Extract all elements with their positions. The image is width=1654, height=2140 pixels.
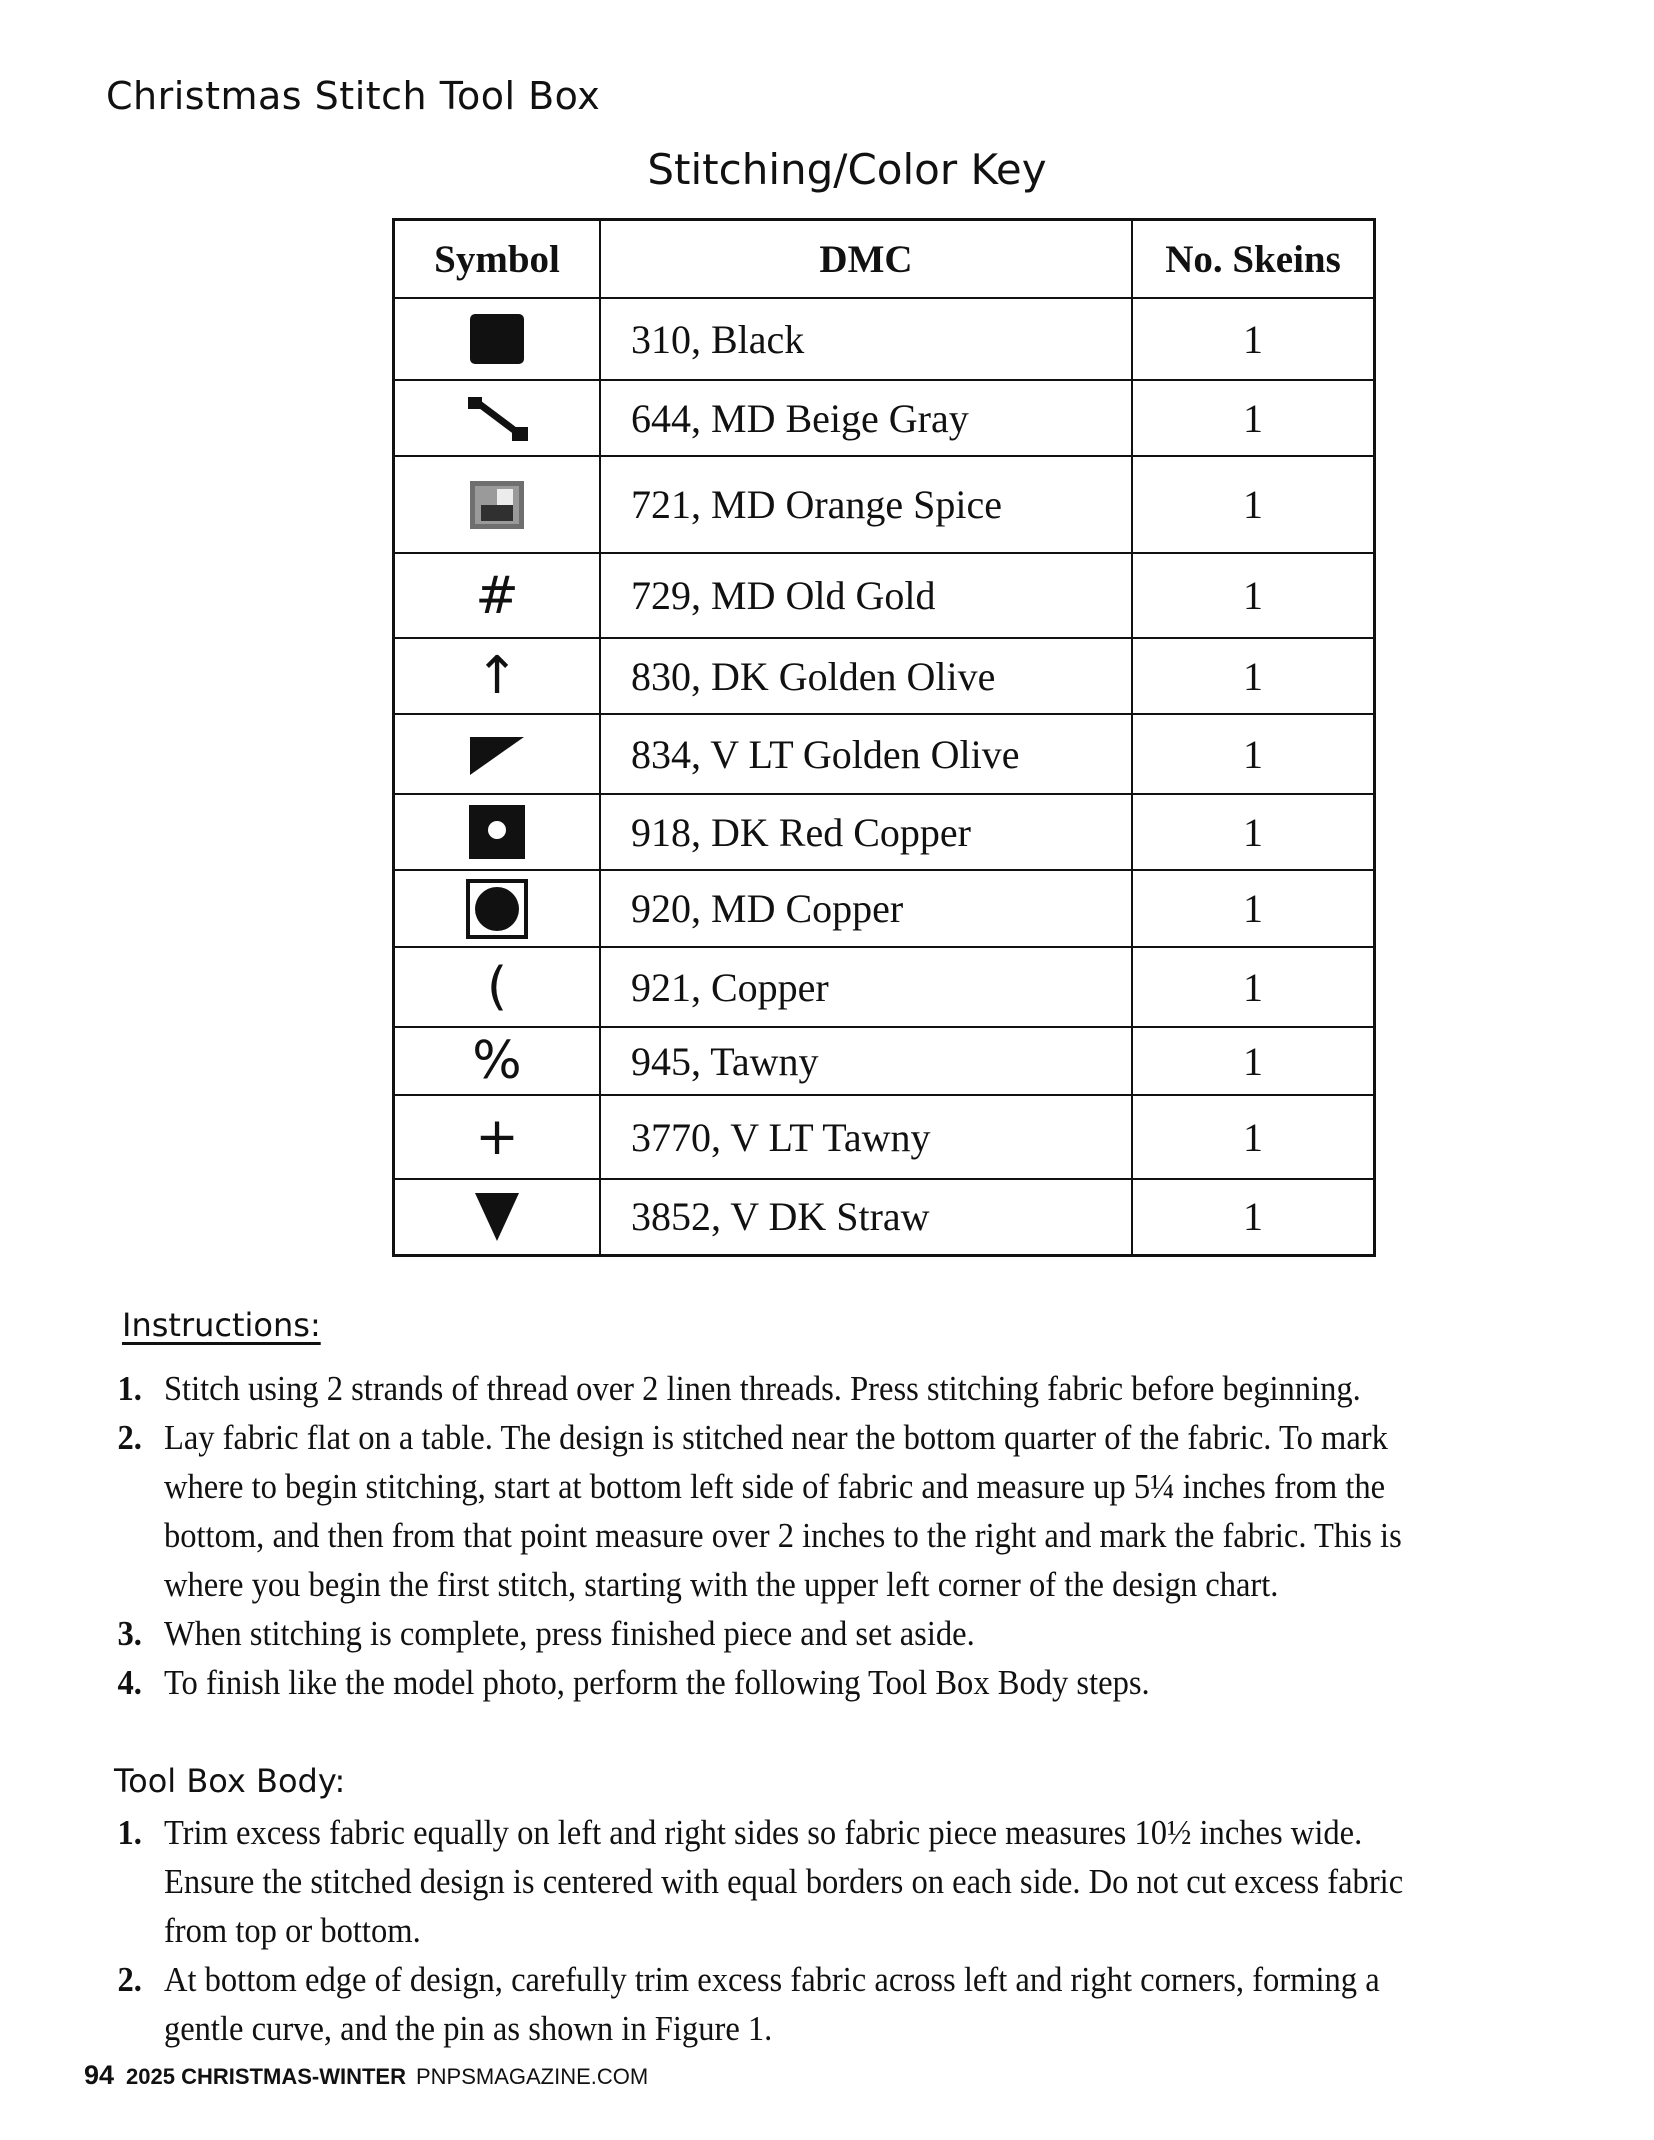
flag-triangle-icon	[462, 724, 532, 784]
dmc-cell: 3770, V LT Tawny	[600, 1095, 1132, 1179]
symbol-cell	[394, 794, 601, 870]
paren-icon: (	[486, 957, 508, 1017]
dmc-cell: 721, MD Orange Spice	[600, 456, 1132, 553]
symbol-cell	[394, 714, 601, 794]
list-item	[110, 1413, 1459, 1609]
percent-icon: %	[472, 1031, 522, 1091]
skeins-cell: 1	[1132, 553, 1375, 638]
skeins-cell: 1	[1132, 1095, 1375, 1179]
step-number: 2.	[117, 1418, 142, 1457]
square-with-circle-icon	[462, 879, 532, 939]
symbol-cell	[394, 298, 601, 380]
diagonal-step-icon	[462, 388, 532, 448]
table-row	[394, 456, 1375, 553]
instructions-heading-text: Instructions:	[122, 1306, 321, 1344]
color-key-table	[392, 218, 1376, 1257]
list-item	[110, 1808, 1459, 1955]
symbol-cell	[394, 380, 601, 456]
page-title: Christmas Stitch Tool Box	[106, 74, 601, 118]
solid-black-square-icon	[462, 309, 532, 369]
page-footer	[84, 2060, 648, 2091]
skeins-cell: 1	[1132, 794, 1375, 870]
issue-label: 2025 CHRISTMAS-WINTER	[126, 2064, 406, 2089]
table-row	[394, 870, 1375, 947]
skeins-cell: 1	[1132, 380, 1375, 456]
table-row	[394, 1095, 1375, 1179]
column-header-dmc: DMC	[600, 220, 1132, 299]
checker-square-icon	[462, 475, 532, 535]
step-text: At bottom edge of design, carefully trim excess fabric across left and right corners, forming a gentle curve, and the pin as shown in Figure 1.	[163, 1960, 1380, 2048]
step-number: 1.	[117, 1813, 142, 1852]
list-item	[110, 1609, 1459, 1658]
symbol-cell	[394, 553, 601, 638]
dmc-cell: 729, MD Old Gold	[600, 553, 1132, 638]
dmc-cell: 310, Black	[600, 298, 1132, 380]
up-arrow-icon: ↑	[475, 646, 519, 706]
list-item	[110, 1364, 1459, 1413]
symbol-cell	[394, 1027, 601, 1095]
skeins-cell: 1	[1132, 456, 1375, 553]
instructions-list	[110, 1364, 1459, 1707]
symbol-cell	[394, 456, 601, 553]
table-row	[394, 638, 1375, 714]
step-text: Stitch using 2 strands of thread over 2 linen threads. Press stitching fabric before beginning.	[163, 1369, 1361, 1408]
skeins-cell: 1	[1132, 714, 1375, 794]
dmc-cell: 834, V LT Golden Olive	[600, 714, 1132, 794]
column-header-skeins: No. Skeins	[1132, 220, 1375, 299]
step-number: 2.	[117, 1960, 142, 1999]
site-link[interactable]: PNPSMAGAZINE.COM	[415, 2064, 649, 2089]
skeins-cell: 1	[1132, 298, 1375, 380]
table-row	[394, 714, 1375, 794]
dmc-cell: 920, MD Copper	[600, 870, 1132, 947]
step-number: 3.	[117, 1614, 142, 1653]
hash-icon: #	[475, 565, 519, 626]
symbol-cell	[394, 947, 601, 1027]
page-number: 94	[84, 2060, 115, 2090]
table-row	[394, 298, 1375, 380]
color-key-title: Stitching/Color Key	[647, 145, 1047, 194]
column-header-symbol: Symbol	[394, 220, 601, 299]
table-row	[394, 1027, 1375, 1095]
tool-box-body-heading: Tool Box Body:	[114, 1762, 346, 1800]
dmc-cell: 830, DK Golden Olive	[600, 638, 1132, 714]
skeins-cell: 1	[1132, 1179, 1375, 1255]
tool-box-body-list	[110, 1808, 1459, 2053]
step-text: When stitching is complete, press finished piece and set aside.	[163, 1614, 975, 1653]
skeins-cell: 1	[1132, 638, 1375, 714]
table-row	[394, 553, 1375, 638]
table-row	[394, 1179, 1375, 1255]
dmc-cell: 945, Tawny	[600, 1027, 1132, 1095]
step-text: Lay fabric flat on a table. The design is stitched near the bottom quarter of the fabric. To mark where to begin stitching, start at bottom left side of fabric and measure up 5¼ inches from the bottom, and then from that point measure over 2 inches to the right and mark the fabric. This is where you begin the first stitch, starting with the upper left corner of the design chart.	[163, 1418, 1402, 1604]
down-triangle-icon	[462, 1187, 532, 1247]
step-number: 1.	[117, 1369, 142, 1408]
symbol-cell	[394, 1095, 601, 1179]
dmc-cell: 644, MD Beige Gray	[600, 380, 1132, 456]
skeins-cell: 1	[1132, 870, 1375, 947]
square-with-dot-icon	[462, 802, 532, 862]
skeins-cell: 1	[1132, 1027, 1375, 1095]
skeins-cell: 1	[1132, 947, 1375, 1027]
instructions-heading	[122, 1306, 321, 1344]
table-row	[394, 947, 1375, 1027]
list-item	[110, 1658, 1459, 1707]
step-text: Trim excess fabric equally on left and right sides so fabric piece measures 10½ inches wide. Ensure the stitched design is centered with equal borders on each side. Do not cut excess fabric from top or bottom.	[163, 1813, 1404, 1950]
step-number: 4.	[117, 1663, 142, 1702]
dmc-cell: 918, DK Red Copper	[600, 794, 1132, 870]
table-row	[394, 380, 1375, 456]
symbol-cell	[394, 1179, 601, 1255]
dmc-cell: 3852, V DK Straw	[600, 1179, 1132, 1255]
dmc-cell: 921, Copper	[600, 947, 1132, 1027]
symbol-cell	[394, 638, 601, 714]
table-row	[394, 794, 1375, 870]
symbol-cell	[394, 870, 601, 947]
step-text: To finish like the model photo, perform the following Tool Box Body steps.	[163, 1663, 1150, 1702]
list-item	[110, 1955, 1459, 2053]
plus-icon: +	[475, 1107, 519, 1167]
table-header-row	[394, 220, 1375, 299]
